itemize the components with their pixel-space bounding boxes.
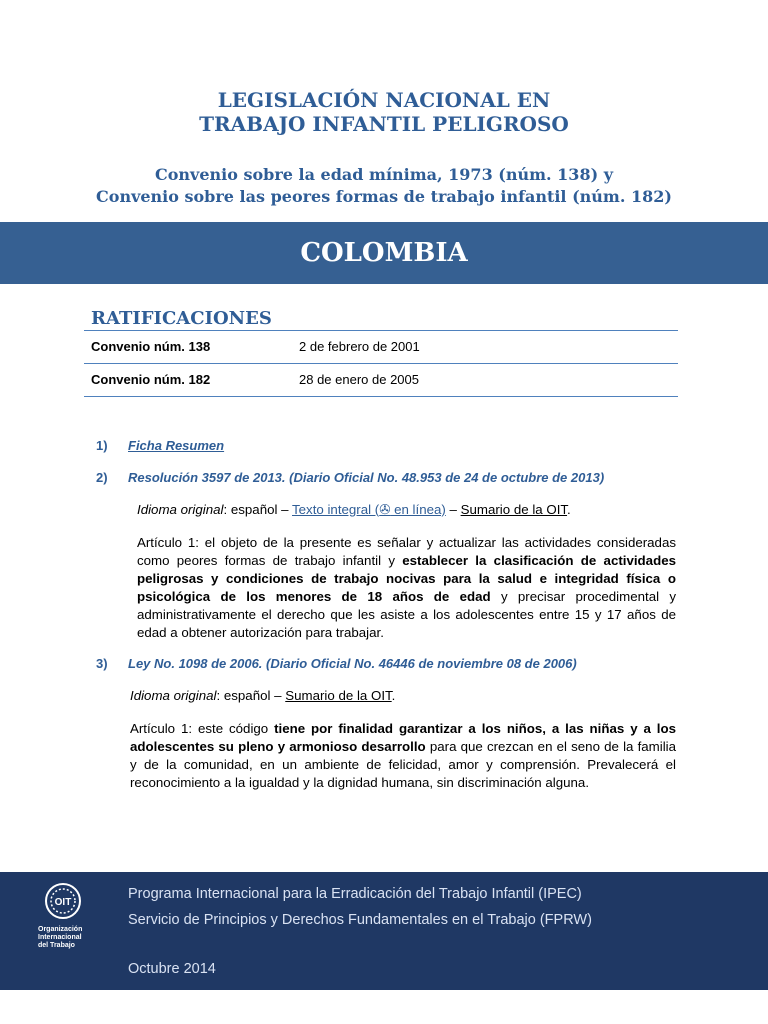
table-row: Convenio núm. 138 2 de febrero de 2001	[84, 330, 678, 363]
texto-integral-link[interactable]: Texto integral (✇ en línea)	[292, 502, 446, 517]
ilo-logo-icon	[38, 882, 88, 922]
document-title: LEGISLACIÓN NACIONAL EN TRABAJO INFANTIL PELIGROSO	[199, 88, 569, 136]
footer	[0, 872, 768, 990]
ficha-resumen-link[interactable]: Ficha Resumen	[128, 438, 225, 453]
article-paragraph: Artículo 1: el objeto de la presente es señalar y actualizar las actividades consideradas como peores formas de trabajo infantil y establecer la clasificación de actividades peligrosas y condiciones de trabajo nocivas para la salud e integridad física o psicológica de los menores de 18 años de edad y precisar procedimental y administrativamente el derecho que les asiste a los adolescentes entre 15 y 17 años de edad a obtener autorización para trabajar.	[137, 535, 676, 640]
country-banner: COLOMBIA	[0, 222, 768, 284]
sumario-oit-link[interactable]: Sumario de la OIT	[460, 502, 568, 517]
ley-heading: Ley No. 1098 de 2006. (Diario Oficial No. 46446 de noviembre 08 de 2006)	[128, 656, 577, 671]
ratificaciones-title: RATIFICACIONES	[91, 308, 272, 329]
document-subtitle: Convenio sobre la edad mínima, 1973 (núm. 138) y Convenio sobre las peores formas de trabajo infantil (núm. 182)	[96, 165, 672, 206]
table-row: Convenio núm. 182 28 de enero de 2005	[84, 363, 678, 397]
language-line: Idioma original: español – Sumario de la OIT.	[130, 688, 396, 703]
footer-line1: Programa Internacional para la Erradicación del Trabajo Infantil (IPEC)	[128, 886, 582, 902]
article-paragraph: Artículo 1: este código tiene por finalidad garantizar a los niños, a las niñas y a los adolescentes su pleno y armonioso desarrollo para que crezcan en el seno de la familia y de la comunidad, en un ambiente de felicidad, amor y comprensión. Prevalecerá el reconocimiento a la igualdad y la dignidad humana, sin discriminación alguna.	[130, 721, 676, 790]
language-line: Idioma original: español – Texto integral (✇ en línea) – Sumario de la OIT.	[137, 502, 571, 517]
ilo-logo-text: Organización Internacional del Trabajo	[38, 926, 83, 949]
footer-line2: Servicio de Principios y Derechos Fundamentales en el Trabajo (FPRW)	[128, 912, 592, 928]
sumario-oit-link[interactable]: Sumario de la OIT	[285, 688, 392, 703]
mouse-icon: ✇	[379, 502, 391, 517]
ratificaciones-table	[84, 330, 678, 397]
svg-text:OIT: OIT	[54, 897, 72, 908]
footer-date: Octubre 2014	[128, 961, 216, 977]
resolucion-heading: Resolución 3597 de 2013. (Diario Oficial No. 48.953 de 24 de octubre de 2013)	[128, 470, 605, 485]
